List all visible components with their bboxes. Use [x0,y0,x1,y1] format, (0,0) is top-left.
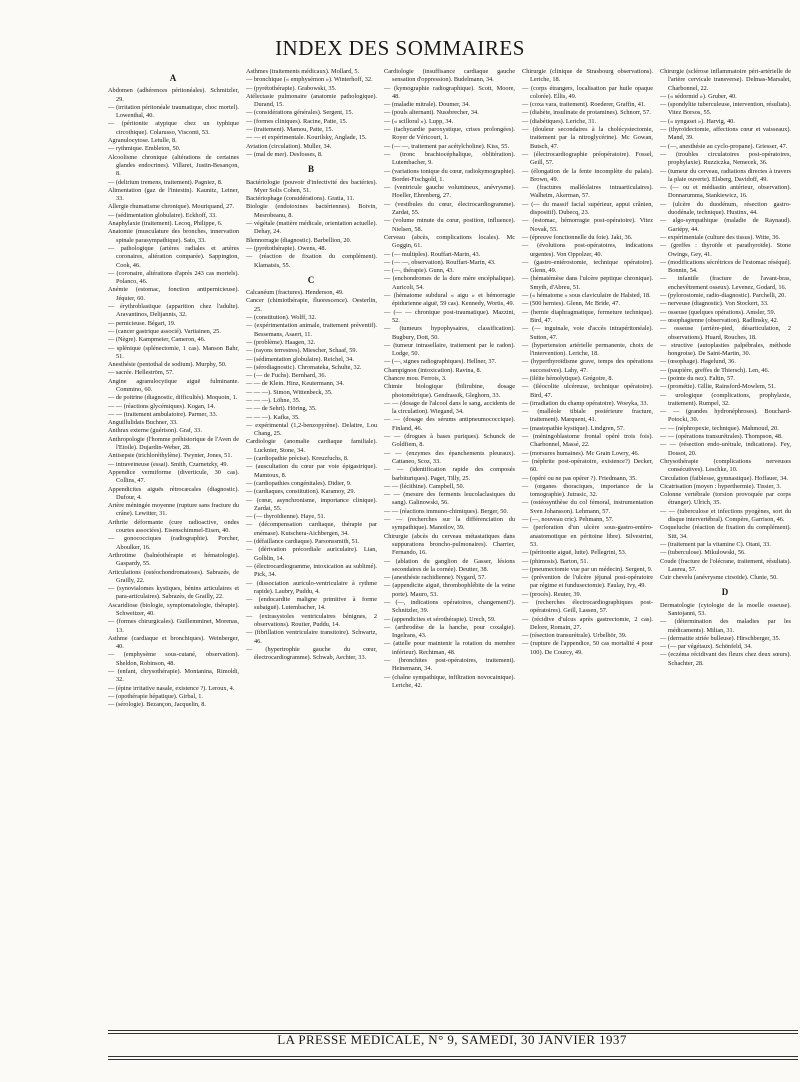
footer-rule-bottom-inner [108,1056,798,1057]
index-entry: — — (grandes hydronéphroses). Bouchard-Potocki, 30. [660,408,791,424]
index-entry: — (— inguinale, voie d'accès intrapéritonéale). Sutton, 47. [522,325,653,341]
index-entry: — (formes cliniques). Racine, Patte, 15. [246,117,348,125]
index-entry: — expérimentale (culture des tissus). Witte, 36. [660,233,781,241]
index-entry: — (considérations générales). Sergent, 15. [246,109,354,117]
index-entry: — (cancer gastrique associé). Vartiainen, 25. [108,327,221,335]
index-entry: — (tumeurs hypophysaires, classification). Bugbury, Dott, 50. [384,325,515,341]
index-entry: Blennorragie (diagnostic). Barbellion, 20. [246,236,352,244]
index-entry: — osseuse (quelques opérations). Amsler, 59. [660,308,776,316]
index-entry: — (variations tonique du cœur, radiokymographie). Bordet-Fischgold, 1. [384,167,515,183]
index-entry: — (« syngaset »). Harvig, 40. [660,117,735,125]
index-entry: Cardiologie (insuffisance cardiaque gauche sensation d'oppression). Budelmann, 34. [384,68,515,84]
index-entry: — (pneumectomie vue par un médecin). Sergent, 9. [522,565,653,573]
index-entry: Anthropologie (l'homme préhistorique de l'Aven de l'Etoile). Dujardin-Weber, 28. [108,435,239,452]
index-entry: — œsophagienne (observation). Radlinsky, 42. [660,316,779,324]
section-letter: A [169,73,178,83]
index-entry: — (opéré ou ne pas opérer ?). Friedmann, 35. [522,474,637,482]
index-entry: Anémie (estomac, fonction antipernicieuse). Jéquier, 60. [108,286,239,302]
index-entry: — (douleur secondaires à la cholécystectomie, traitement par la nitroglycérine). Mc Gowan, Butsch, 47. [522,126,653,150]
index-entry: — — (traitement ambulatoire). Parmer, 33. [108,410,218,418]
index-entry: — (hernie diaphragmatique, fermeture technique). Bird, 47. [522,308,653,324]
index-entry: — (diabétiques). Leriche, 31. [522,117,597,125]
index-entry: — (fibrillation ventriculaire transitoire). Schwartz, 46. [246,629,377,645]
index-entry: — — —). Simon, Wittenbeck, 35. [246,388,333,396]
index-column-2 [246,68,377,1023]
index-entry: — — de Sehrt). Höring, 35. [246,405,317,413]
index-entry: — (hypertrophie gauche du cœur, électrocardiogramme). Schwab, Aechter, 33. [246,645,377,662]
index-entry: — (élongation de la fente incomplète du palais). Brown, 49. [522,167,653,183]
index-entry: — (cardiopathies congénitales). Didier, 9. [246,479,352,487]
index-entry: Antisepsie (trichloréthylène). Twynter, Jones, 51. [108,452,233,460]
index-entry: — (constitution). Wolff, 32. [246,314,317,322]
index-entry: — (perforation d'un ulcère sous-gastro-entéro-anastomotique en péritoine libre). Silvestrini, 53. [522,524,653,548]
index-entry: — (évolutions post-opératoires, indications urgentes). Von Oppolzer, 40. [522,242,653,258]
index-entry: — (troubles circulatoires post-opératoires, prophylaxie). Ruzziczka, Nemecek, 36. [660,150,791,167]
index-entry: — (tuberculose). Mikulowski, 56. [660,549,746,557]
section-letter: C [307,274,316,285]
index-entry: Cuir chevelu (anévrysme cirsoïde). Clunie, 50. [660,574,778,582]
index-column-3 [384,68,515,1023]
index-entry: Bactériologie (pouvoir d'infectivité des bactéries). Myer Solis Cohen, 51. [246,178,377,194]
index-entry: — (enfant, chrysothérapie). Montanina, Rimoldi, 32. [108,668,239,684]
index-entry: — (dérivation précordiale auriculaire). Lian, Golblin, 14. [246,546,377,562]
index-column-1 [108,68,239,1023]
index-entry: — (cardiopathie précise). Kreuzfuchs, 8. [246,455,349,463]
index-entry: — (mal de mer). Desfosses, 8. [246,150,323,158]
index-entry: — (épreuve fonctionnelle du foie). Jaki, 36. [522,233,633,241]
index-entry: — (« scilloral »). Lupp, 34. [384,117,454,125]
index-entry: — (ulcère du duodénum, résection gastro-duodénale, technique). Hustinx, 44. [660,200,791,217]
index-entry: — gonococciques (radiographie). Porcher, Aboulker, 16. [108,535,239,551]
index-entry: — (bronchites post-opératoires, traitement). Heinemann, 34. [384,657,515,673]
index-entry: — (tachycardie paroxystique, crises prolongées). Royer de Véricourt, 1. [384,126,515,142]
section-letter: B [307,164,315,175]
index-entry: — (recherches électrocardiographiques post-opératoires). Geill, Lassen, 57. [522,599,653,615]
index-entry: — (thyroïdectomie, affections cœur et vaisseaux). Mand, 39. [660,126,791,142]
index-entry: — bronchique (« emphysémon »). Winterhoff, 32. [246,76,373,84]
index-entry: Allergie rhumatisme chronique). Mouriquand, 27. [108,203,234,211]
index-entry: Bactériophage (considérations). Gratia, 11. [246,195,355,203]
index-entry: Anatomie (musculature des bronches, innervation spinale parasympathique). Sato, 33. [108,228,239,244]
index-entry: — (coronaire, altérations d'après 243 cas mortels). Polanco, 46. [108,269,239,286]
index-entry: — (prométie). Gillie, Rainsford-Mowlem, 51. [660,383,776,391]
index-entry: — (maladie mitrale). Doumer, 34. [384,101,470,109]
index-entry: — de poitrine (diagnostic, difficultés). Moquoin, 1. [108,394,238,402]
index-entry: — (hyperthyroïdisme grave, temps des opérations successives). Lahy, 47. [522,358,653,374]
index-entry: — (sédimentation globulaire). Eckhoff, 33. [108,211,217,219]
index-entry: — (ostéosynthèse du col fémoral, instrumentation Sven Johansson). Lehmann, 57. [522,499,653,515]
index-entry: — (—, indications opératoires, changement?). Schnitzler, 39. [384,599,515,615]
footer-rule-bottom [108,1059,798,1060]
index-entry: — (prévention de l'ulcère jéjunal post-opératoire par régime et fundusectomie). Faulay, Ivy, 49. [522,574,653,590]
index-entry: — (spondylite tuberculeuse, intervention, résultats). Vitez Borsos, 55. [660,101,791,117]
footer-rule-top [108,1030,798,1031]
index-entry: — (rupture de l'appendice, 50 cas mortalité 4 pour 100). De Courcy, 49. [522,640,653,656]
index-entry: — (organes thoraciques, importance de la tomographie). Jutrasic, 32. [522,482,653,499]
index-entry: — (œsophage). Hagelund, 36. [660,358,736,366]
index-entry: — urologique (complications, prophylaxie, traitement). Rumpel, 32. [660,391,791,407]
index-entry: Dermatologie (cytologie de la moelle osseuse). Santojanni, 53. [660,601,791,617]
index-entry: — (formes chirurgicales). Guillemminet, Morenas, 13. [108,618,239,634]
index-entry: — (extrasystoles ventriculaires bénignes, 2 observations). Routier, Puddu, 14. [246,612,377,628]
index-entry: — (irradiation du champ opératoire). Woeyka, 33. [522,399,649,407]
index-entry: Cerveau (abcès, complications locales). Mc Goggin, 61. [384,233,515,250]
index-entry: Appendicites aiguës rétrocæcales (diagnostic). Dufour, 4. [108,485,239,501]
index-entry: — (delirium tremens, traitement). Pagniez, 8. [108,178,223,186]
index-entry: — (rayons terrestres). Miescher, Schaaf, 59. [246,347,358,355]
index-entry: — (—, nouveau cric). Pehmann, 57. [522,516,614,524]
index-entry: — (attelle pour maintenir la rotation du membre inférieur). Rechtman, 48. [384,640,515,656]
index-entry: — (tronc brachiocéphalique, oblitération). Lutembacher, 9. [384,150,515,167]
index-entry: — (—, anesthésie au cyclo-propane). Griesser, 47. [660,142,788,150]
index-entry: — (enchondromes de la dure mère encéphalique). Auricoli, 54. [384,275,515,291]
index-entry: — (appendicites et sérothérapie). Urech, 59. [384,615,496,623]
index-entry: — — —). Kafka, 35. [246,413,300,421]
index-entry: — (« hématome » sous claviculaire de Halsted, 18. [522,292,651,300]
index-entry: — — (identification rapide des composés barbituriques). Paget, Tilly, 25. [384,466,515,482]
index-entry: — — (réactions immuno-chimiques). Berger, 50. [384,507,509,515]
index-entry: — végétale (matière médicale, orientation actuelle). Dehay, 24. [246,220,377,236]
index-entry: — — (lécithine). Campbell, 50. [384,482,465,490]
index-entry: — (coxa vara, traitement). Roederer, Graffin, 41. [522,101,646,109]
index-entry: — — (dosage des sérums antipneumococcique). Finland, 46. [384,416,515,432]
index-entry: Champignon (intoxication). Ravina, 8. [384,366,482,374]
index-entry: Atélectasie pulmonaire (anatomie pathologique). Durand, 15. [246,92,377,109]
index-entry: — (péritonite aiguë, lutte). Pellegrini, 53. [522,549,627,557]
index-entry: Chirurgie (sclérose inflammatoire péri-artérielle de l'artère cervicale transverse). Delmas-Marsalet, Charbonnel, 22. [660,68,791,92]
index-entry: — (—, signes radiographiques). Hellner, 37. [384,358,497,366]
index-entry: — (électrocardiogramme, intoxication au sublimé). Pick, 34. [246,562,377,579]
index-entry: — pathologique (artères radiales et artères coronaires, altération comparée). Sappington, Cook, 46. [108,244,239,269]
index-entry: — (pylorostomie, radio-diagnostic). Parchelli, 20. [660,292,786,300]
index-entry: Asthme (cardiaque et bronchiques). Weinberger, 40. [108,634,239,651]
index-entry: — expérimental (1,2-benzopyrène). Delaitre, Lou Chang, 25. [246,421,377,438]
index-entry: — (hématome subdural « aigu » et hémorragie épidurienne aiguë, 59 cas). Kennedy, Wortis, 49. [384,292,515,308]
index-entry: — — (réactions glycémiques). Kogan, 14. [108,402,216,410]
index-entry: — pernicieuse. Bégart, 19. [108,319,176,327]
index-entry: — (endocardite maligne primitive à forme subaiguë). Lutembacher, 14. [246,596,377,612]
index-entry: — (ablation du ganglion de Gasser, lésions secondaires de la cornée). Deutter, 38. [384,557,515,573]
index-entry: Cardiologie (anomalie cardiaque familiale). Lucknier, Stone, 34. [246,438,377,454]
index-entry: — structive (autoplasties palpébrales, méthode hongroise). De Saint-Martin, 30. [660,341,791,358]
index-entry: Abdomen (adhérences péritonéales). Schmitzler, 29. [108,87,239,103]
index-entry: Arthrotime (balnéothérapie et hématologie). Gaspardy, 55. [108,551,239,568]
index-entry: — érythroblastique (apparition chez l'adulte). Aravantinos, Delijannis, 32. [108,303,239,319]
index-entry: Ascaridiose (biologie, symptomatologie, thérapie). Schweitzer, 40. [108,601,239,617]
index-entry: — — (tuberculose et infections pyogènes, sort du disque intervertébral). Compère, Garrison, 46. [660,507,791,524]
index-entry: — (récidive d'ulcus après gastrectomie, 2 cas). Delore, Romain, 27. [522,615,653,631]
index-entry: Angine agranulocytique aiguë fulminante. Commino, 60. [108,377,239,393]
index-entry: — — (drogues à bases puriques). Schunck de Goldfiem, 8. [384,433,515,449]
index-entry: — (hypertension artérielle permanente, choix de l'intervention). Leriche, 18. [522,341,653,358]
index-entry: — (pyrétothérapie). Owens, 48. [246,244,327,252]
index-entry: Artère méningée moyenne (rupture sans fracture du crâne). Lewitter, 31. [108,502,239,518]
index-entry: Biologie (endotoxines bactériennes). Boivin, Mesrobeanu, 8. [246,203,377,219]
index-entry: Cancer (chimiothérapie, fluorescence). Oesterlin, 25. [246,297,377,313]
index-entry: — (appendicite aiguë, thrombophlébite de la veine porte). Mauro, 53. [384,582,515,598]
index-entry: — (iléocolite ulcéreuse, technique opératoire). Bird, 47. [522,383,653,399]
index-entry: — (résection transurétrale). Urbelhör, 39. [522,632,627,640]
index-entry: — (péritonite atypique chez un typhique circothique). Colarusso, Visconti, 53. [108,120,239,136]
index-entry: — (fractures malléolaires intraarticulaires). Walheim, Akerman, 57. [522,184,653,200]
index-entry: — (défaillance cardiaque). Parsonssmith, 51. [246,538,360,546]
index-entry: — (mastopathie kystique). Lindgren, 57. [522,424,625,432]
index-entry: — (kymographie radiographique). Scott, Moore, 48. [384,84,515,100]
index-entry: — — et expérimentale. Kourilsky, Anglade, 15. [246,134,367,142]
index-entry: — (estomac, hémorragie post-opératoire). Vitez Novak, 55. [522,217,653,233]
index-entry: Anthrax externe (guérison). Graf, 33. [108,427,202,435]
index-entry: — — (dosage de l'alcool dans le sang, accidents de la circulation). Wiegand, 34. [384,399,515,416]
index-entry: — (500 hernies). Glenn, Mc Bride, 47. [522,300,620,308]
index-entry: — — (néphropexie, technique). Mahmoud, 20. [660,424,779,432]
index-entry: Chirurgie (abcès du cerveau métastatiques dans suppurations broncho-pulmonaires). Charrier, Fernando, 16. [384,532,515,557]
index-entry: — (pointe du nez). Faltin, 57. [660,374,735,382]
index-entry: Arthrite déformante (cure radioactive, ondes courtes associées). Eisenschimmel-Eisen, 40. [108,518,239,535]
index-entry: Anaphylaxie (traitement). Lecoq, Philippe, 6. [108,220,223,228]
index-entry: Anguillulidais Buchner, 33. [108,419,178,427]
index-entry: — — (recherches sur la différenciation du sympathique). Manoilov, 39. [384,516,515,532]
index-entry: — (paupière, greffes de Thiersch). Len, 46. [660,366,770,374]
index-entry: — — (enzymes des épanchements pleuraux). Cattaneo, Scoz, 33. [384,449,515,465]
index-entry: — (eczéma récidivant des fleurs chez deux sœurs). Schachter, 28. [660,651,791,667]
index-entry: — (malléole tibiale postérieure fracture, traitement). Marquent, 41. [522,408,653,424]
index-column-4 [522,68,653,1023]
index-entry: — (« sédormid »). Gruber, 40. [660,92,737,100]
index-entry: — (— de Fuchs). Bernhard, 36. [246,372,327,380]
index-entry: — (méningoblastome frontal opéré trois fois). Charbonnel, Massé, 22. [522,433,653,449]
index-entry: — (sérodiagnostic). Chromateka, Schulte, 32. [246,363,362,371]
index-entry: — (irritation péritonéale traumatique, choc mortel). Lowenthal, 40. [108,103,239,120]
index-entry: — (néphrite post-opératoire, existence?) Decker, 60. [522,457,653,474]
index-entry: Coude (fracture de l'olécrane, traitement, résultats). Laurea, 57. [660,557,791,573]
index-entry: — (épine irritative nasale, existence ?). Leroux, 4. [108,684,235,692]
index-entry: Agranulocytose. Letulle, 8. [108,137,177,145]
index-entry: Appendice vermiforme (diverticule, 30 cas). Collins, 47. [108,468,239,485]
index-entry: — (Nègre). Kampmeier, Cameron, 46. [108,336,206,344]
index-entry: — (procès). Reuter, 39. [522,590,582,598]
index-entry: — (—, thérapie). Gunn, 43. [384,267,454,275]
index-entry: Coqueluche (réaction de fixation du complément). Sitt, 34. [660,524,791,540]
index-entry: — (corps étrangers, localisation par huile opaque colorée). Ellis, 49. [522,84,653,100]
index-entry: — (anesthésie rachidienne). Nygard, 57. [384,574,486,582]
index-entry: — (expérimentation animale, traitement préventif). Bessemans, Asaert, 11. [246,322,377,338]
index-columns [108,68,796,1023]
index-entry: — intraveineuse (essai). Smith, Czarnetzky, 49. [108,460,229,468]
index-entry: — — (opérations transurétrales). Thompson, 48. [660,433,783,441]
index-entry: Calcanéum (fractures). Henderson, 49. [246,289,344,297]
index-entry: — (— ou et médiastin antérieur, observation). Donnarumma, Stankiewicz, 16. [660,184,791,200]
index-entry: — — de Klein. Hinz, Keutermann, 34. [246,380,344,388]
index-entry: — rythmique. Embleton, 50. [108,145,181,153]
index-entry: — (opothérapie hépatique). Girbal, 1. [108,692,203,700]
index-entry: — (arthrodèse de la hanche, pour coxalgie). Ingelrans, 43. [384,623,515,640]
index-entry: — (— par végétaux). Schönfeld, 34. [660,643,752,651]
index-entry: — (— —, observation). Rouffart-Marin, 43. [384,258,496,266]
index-entry: — (sédimentation globulaire). Reichel, 34. [246,355,354,363]
index-entry: — (réaction de fixation du complément). Klamatsis, 55. [246,253,377,269]
index-entry: — (pouls alternant). Nussbrecher, 34. [384,109,479,117]
index-entry: — (tumeur intrasellaire, traitement par le radon). Lodge, 50. [384,341,515,358]
section-letter: D [721,587,730,598]
index-entry: — (tumeur du cerveau, radiations directes à travers la plaie ouverte). Elsberg, Davidoff, 49. [660,167,791,183]
index-entry: — (chaîne sympathique, infiltration novocainique). Leriche, 42. [384,673,515,689]
index-entry: Anesthésie (pentothal de sodium). Murphy, 50. [108,361,227,369]
index-entry: — (— —, traitement par acétylcholine). Kiss, 55. [384,142,510,150]
index-entry: Articulations (ostéochondromatoses). Sabrazès, de Grailly, 22. [108,568,239,584]
index-entry: — algo-sympathique (maladie de Raynaud). Gariépy, 44. [660,217,791,233]
index-entry: Chimie biologique (bilirubine, dosage photométrique). Gendrassik, Gleghorn, 33. [384,383,515,399]
index-entry: — (hématémèse dans l'ulcère peptique chronique). Smyth, d'Abreu, 51. [522,275,653,291]
index-entry: — osseuse (arrière-pied, désarticulation, 2 observations). Huard, Rouches, 18. [660,325,791,341]
index-entry: — (pyrétothérapie). Grabowski, 35. [246,84,337,92]
index-entry: — (traitement). Mamou, Patte, 15. [246,126,334,134]
index-entry: — (dermatite striée bulleuse). Hirschberger, 35. [660,634,781,642]
index-entry: — (détermination des maladies par les médicaments). Milian, 31. [660,618,791,634]
index-entry: Chancre mou. Ferrois, 3. [384,374,447,382]
index-entry: — (— thyroïdienne). Haye, 51. [246,513,326,521]
index-entry: Alimentation (gaz de l'intestin). Kaunitz, Leiner, 33. [108,186,239,203]
index-entry: — (greffes : thyroïde et parathyroïde). Stone Owings, Gey, 41. [660,242,791,258]
index-entry: — (cardiaques, constitution). Karamoy, 29. [246,488,356,496]
index-entry: — (gastro-entérostomie, technique opératoire). Glenn, 49. [522,258,653,275]
index-entry: — (— — chronique post-traumatique). Mazzini, 52. [384,308,515,324]
index-entry: — infantile (fracture de l'avant-bras, enchevêtrement osseux). Levenez, Godard, 16. [660,275,791,291]
index-entry: — (ventricule gauche volumineux, anévrysme). Hoeller, Ehrenberg, 27. [384,184,515,200]
index-entry: — — (résection endo-urétrale, indications). Fey, Dossot, 20. [660,441,791,457]
index-entry: — (modifications sécrétrices de l'estomac réséqué). Bonnin, 54. [660,258,791,275]
index-entry: — (décompensation cardiaque, thérapie par enémase). Kutschera-Aichbergen, 34. [246,521,377,537]
index-entry: — (vestibules du cœur, électrocardiogramme). Zardat, 55. [384,200,515,217]
index-column-5 [660,68,791,1023]
journal-footer: LA PRESSE MEDICALE, N° 9, SAMEDI, 30 JANVIER 1937 [277,1032,627,1047]
index-entry: — (cœur, asynchronisme, importance clinique). Zardat, 55. [246,496,377,512]
index-entry: — (auscultation du cœur par voie épigastrique). Mamtoux, 8. [246,463,377,479]
index-entry: — sacrée. Helleström, 57. [108,369,174,377]
index-entry: — — —). Löhne, 35. [246,396,301,404]
index-entry: Chrysothérapie (complications nerveuses consécutives). Leschke, 10. [660,457,791,474]
index-entry: Cicatrisation (moyen : hyperthermie). Tissier, 3. [660,482,782,490]
index-entry: — (morsures humaines). Mc Grain Lowry, 46. [522,449,640,457]
index-entry: Chirurgie (clinique de Strasbourg observations). Leriche, 18. [522,68,653,84]
index-entry: — (sérologie). Bezançon, Jacquelin, 8. [108,701,206,709]
index-entry: — — (mesure des ferments leucolaclasiques du sang). Galinowski, 56. [384,491,515,507]
index-entry: — (synovialomes kystiques, bénins articulaires et para-articulaires). Sabrazès, de Grailly, 22. [108,585,239,601]
index-entry: Asthmes (traitements médicaux). Mollard, 5. [246,68,360,75]
index-entry: — (— multiples). Rouffart-Marin, 43. [384,250,481,258]
index-entry: — splénique (splénectomie, 1 cas). Manson Bahr, 51. [108,344,239,360]
index-entry: Alcoolisme chronique (altérations de certaines glandes endocrines). Villaret, Justin-Besançon, 8. [108,153,239,178]
index-entry: Circulation (faiblesse, gymnastique). Hoffauer, 34. [660,474,788,482]
index-entry: — (problème). Haagen, 32. [246,338,316,346]
index-entry: — (emphysème sous-cutané, observation). Sheldon, Robinson, 48. [108,651,239,667]
index-entry: — (phimosis). Barton, 51. [522,557,589,565]
index-entry: — (traitement par la vitamine C). Otani, 33. [660,540,771,548]
page-title: INDEX DES SOMMAIRES [275,36,525,61]
index-entry: — (électrocardiographie préopératoire). Fossel, Geill, 57. [522,150,653,167]
index-entry: Aviation (circulation). Muller, 34. [246,142,332,150]
index-entry: — (volume minute du cœur, position, influence). Nielsen, 58. [384,217,515,233]
index-entry: — (dissociation auriculo-ventriculaire à rythme rapide). Laubry, Puddu, 4. [246,579,377,595]
index-entry: — (diabète, insulinate de protamines). Schnorr, 57. [522,109,651,117]
index-entry: — (— du massif facial supérieur, appui crânien, dispositif). Dubecq, 23. [522,200,653,217]
index-entry: — nerveuse (diagnostic). Von Stockert, 33. [660,300,769,308]
index-entry: — (iléite hémolytique). Grégoire, 8. [522,374,614,382]
index-entry: Colonne vertébrale (torsion provoquée par corps étranger). Ulrich, 35. [660,491,791,507]
